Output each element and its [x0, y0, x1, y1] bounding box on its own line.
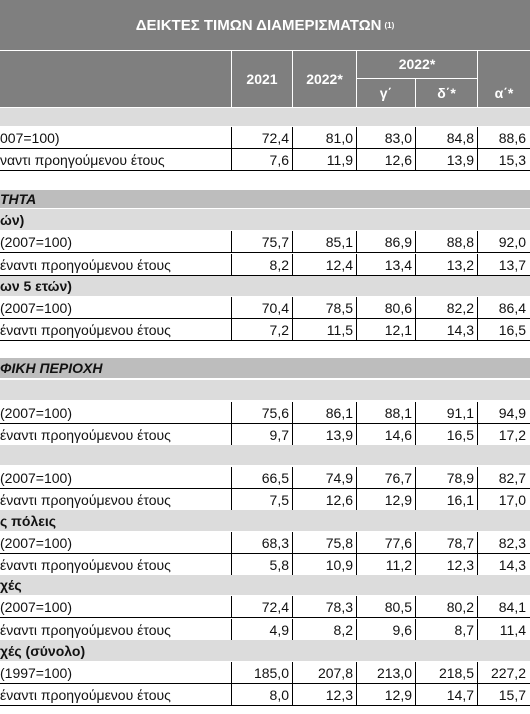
table-cell: 15,7: [498, 687, 526, 703]
header-divider: [292, 51, 293, 107]
column-divider: [356, 684, 357, 706]
table-cell: 16,5: [498, 322, 526, 338]
column-divider: [415, 684, 416, 706]
table-title: ΔΕΙΚΤΕΣ ΤΙΜΩΝ ΔΙΑΜΕΡΙΣΜΑΤΩΝ: [135, 16, 382, 34]
table-cell: 17,0: [498, 492, 526, 508]
table-row: [0, 619, 530, 641]
column-divider: [292, 127, 293, 149]
column-divider: [415, 467, 416, 489]
row-label: (2007=100): [0, 599, 73, 615]
table-cell: 14,7: [446, 687, 474, 703]
header-quarter-d: δ΄*: [437, 85, 456, 101]
table-cell: 12,6: [384, 152, 412, 168]
table-cell: 11,2: [385, 557, 412, 573]
column-divider: [415, 554, 416, 576]
table-cell: 207,8: [317, 665, 353, 681]
table-cell: 72,4: [261, 130, 289, 146]
column-divider: [415, 231, 416, 253]
table-cell: 84,1: [498, 599, 526, 615]
section-header: [0, 190, 530, 208]
table-cell: 8,2: [269, 257, 289, 273]
row-label: έναντι προηγούμενου έτους: [0, 557, 171, 573]
table-cell: 213,0: [376, 665, 412, 681]
table-cell: 94,9: [498, 405, 526, 421]
column-divider: [477, 467, 478, 489]
table-row: [0, 254, 530, 276]
column-divider: [292, 297, 293, 319]
table-cell: 8,2: [333, 622, 353, 638]
table-cell: 91,1: [446, 405, 474, 421]
table-cell: 84,8: [446, 130, 474, 146]
column-divider: [415, 662, 416, 684]
column-divider: [231, 532, 232, 554]
table-cell: 82,7: [498, 470, 526, 486]
section-title: χές (σύνολο): [0, 643, 86, 659]
table-cell: 4,9: [269, 622, 289, 638]
column-divider: [477, 231, 478, 253]
section-title: ς πόλεις: [0, 513, 57, 529]
header-divider: [356, 78, 477, 79]
table-cell: 88,6: [498, 130, 526, 146]
row-label: έναντι προηγούμενου έτους: [0, 492, 171, 508]
row-divider: [0, 705, 530, 706]
column-divider: [415, 319, 416, 341]
section-title: ΦΙΚΗ ΠΕΡΙΟΧΗ: [0, 360, 103, 376]
row-divider: [0, 170, 530, 171]
table-row: [0, 596, 530, 618]
column-divider: [477, 424, 478, 446]
table-cell: 11,9: [326, 152, 353, 168]
column-divider: [356, 231, 357, 253]
column-divider: [477, 619, 478, 641]
table-cell: 72,4: [261, 599, 289, 615]
column-divider: [477, 297, 478, 319]
table-cell: 10,9: [325, 557, 353, 573]
column-divider: [231, 402, 232, 424]
table-cell: 17,2: [498, 427, 526, 443]
header-2022-quarters: 2022*: [398, 56, 436, 72]
table-cell: 75,8: [325, 535, 353, 551]
table-cell: 8,0: [269, 687, 289, 703]
column-divider: [356, 619, 357, 641]
column-divider: [231, 596, 232, 618]
column-divider: [231, 319, 232, 341]
table-cell: 75,7: [261, 234, 289, 250]
header-2021: 2021: [246, 71, 278, 87]
table-cell: 12,6: [325, 492, 353, 508]
section-title: ών): [0, 212, 25, 228]
table-cell: 218,5: [438, 665, 474, 681]
table-cell: 16,1: [446, 492, 474, 508]
table-cell: 78,5: [325, 300, 353, 316]
table-cell: 78,3: [325, 599, 353, 615]
table-cell: 12,1: [384, 322, 412, 338]
table-cell: 15,3: [498, 152, 526, 168]
header-divider: [477, 51, 478, 107]
row-divider: [0, 340, 530, 341]
column-divider: [356, 489, 357, 511]
table-cell: 70,4: [261, 300, 289, 316]
column-divider: [231, 231, 232, 253]
column-divider: [477, 532, 478, 554]
table-cell: 9,6: [392, 622, 412, 638]
column-divider: [231, 554, 232, 576]
section-header: [0, 380, 530, 400]
column-divider: [477, 149, 478, 171]
table-cell: 80,6: [384, 300, 412, 316]
row-label: (2007=100): [0, 405, 73, 421]
section-header: [0, 640, 530, 661]
table-cell: 227,2: [490, 665, 526, 681]
table-row: [0, 532, 530, 554]
column-divider: [356, 467, 357, 489]
column-divider: [292, 231, 293, 253]
column-divider: [231, 684, 232, 706]
table-cell: 12,4: [325, 257, 353, 273]
table-row: [0, 319, 530, 341]
table-row: [0, 424, 530, 446]
row-label: (1997=100): [0, 665, 73, 681]
column-divider: [292, 619, 293, 641]
column-divider: [415, 297, 416, 319]
table-row: [0, 297, 530, 319]
column-divider: [356, 402, 357, 424]
column-divider: [231, 424, 232, 446]
column-divider: [477, 489, 478, 511]
column-divider: [231, 662, 232, 684]
column-divider: [415, 489, 416, 511]
row-label: έναντι προηγούμενου έτους: [0, 622, 171, 638]
section-header: [0, 358, 530, 378]
table-cell: 16,5: [446, 427, 474, 443]
table-cell: 76,7: [384, 470, 412, 486]
column-divider: [415, 127, 416, 149]
table-cell: 14,3: [498, 557, 526, 573]
table-cell: 11,5: [326, 322, 353, 338]
column-divider: [415, 149, 416, 171]
column-divider: [231, 467, 232, 489]
table-row: [0, 489, 530, 511]
table-cell: 88,8: [446, 234, 474, 250]
column-divider: [231, 489, 232, 511]
table-cell: 83,0: [384, 130, 412, 146]
column-divider: [477, 684, 478, 706]
section-header: [0, 108, 530, 126]
column-divider: [415, 254, 416, 276]
section-title: ΤΗΤΑ: [0, 191, 37, 207]
table-cell: 13,9: [325, 427, 353, 443]
header-2022: 2022*: [306, 71, 343, 87]
column-divider: [356, 424, 357, 446]
table-cell: 82,3: [498, 535, 526, 551]
row-label: έναντι προηγούμενου έτους: [0, 427, 171, 443]
table-cell: 12,3: [446, 557, 474, 573]
column-divider: [231, 297, 232, 319]
row-label: έναντι προηγούμενου έτους: [0, 687, 171, 703]
table-cell: 66,5: [261, 470, 289, 486]
column-divider: [356, 254, 357, 276]
row-label: (2007=100): [0, 300, 73, 316]
column-divider: [415, 619, 416, 641]
section-header: [0, 276, 530, 296]
table-cell: 9,7: [269, 427, 289, 443]
table-cell: 74,9: [325, 470, 353, 486]
title-footnote-marker: (1): [384, 20, 395, 30]
column-divider: [292, 489, 293, 511]
column-divider: [356, 596, 357, 618]
table-cell: 5,8: [269, 557, 289, 573]
table-cell: 85,1: [325, 234, 353, 250]
column-divider: [292, 684, 293, 706]
table-cell: 7,5: [269, 492, 289, 508]
table-row: [0, 231, 530, 253]
table-row: [0, 554, 530, 576]
column-divider: [356, 297, 357, 319]
table-cell: 92,0: [498, 234, 526, 250]
table-cell: 13,4: [384, 257, 412, 273]
table-cell: 14,6: [384, 427, 412, 443]
column-divider: [356, 319, 357, 341]
column-divider: [477, 554, 478, 576]
header-divider: [231, 51, 232, 107]
column-divider: [356, 127, 357, 149]
column-divider: [415, 596, 416, 618]
column-divider: [415, 424, 416, 446]
column-divider: [292, 402, 293, 424]
row-label: 007=100): [0, 130, 60, 146]
column-divider: [231, 619, 232, 641]
section-header: [0, 575, 530, 595]
column-divider: [477, 127, 478, 149]
row-label: έναντι προηγούμενου έτους: [0, 322, 171, 338]
header-divider: [356, 51, 357, 107]
row-label: (2007=100): [0, 470, 73, 486]
section-header: [0, 445, 530, 465]
table-row: [0, 684, 530, 706]
column-divider: [231, 149, 232, 171]
table-row: [0, 662, 530, 684]
table-row: [0, 467, 530, 489]
header-quarter-a: α΄*: [494, 85, 514, 101]
table-cell: 7,6: [269, 152, 289, 168]
table-cell: 82,2: [446, 300, 474, 316]
header-divider: [415, 78, 416, 107]
column-divider: [231, 254, 232, 276]
column-divider: [356, 532, 357, 554]
column-divider: [292, 596, 293, 618]
row-label: έναντι προηγούμενου έτους: [0, 257, 171, 273]
column-divider: [477, 596, 478, 618]
table-cell: 68,3: [261, 535, 289, 551]
column-divider: [292, 554, 293, 576]
row-label: (2007=100): [0, 234, 73, 250]
column-divider: [292, 254, 293, 276]
table-cell: 11,4: [499, 622, 526, 638]
column-divider: [356, 662, 357, 684]
column-divider: [415, 402, 416, 424]
table-cell: 86,1: [325, 405, 353, 421]
table-cell: 86,9: [384, 234, 412, 250]
column-divider: [477, 319, 478, 341]
column-divider: [477, 662, 478, 684]
table-row: [0, 402, 530, 424]
table-cell: 78,7: [446, 535, 474, 551]
table-row: [0, 149, 530, 171]
column-divider: [292, 149, 293, 171]
table-title-bar: [0, 0, 530, 50]
table-cell: 13,9: [446, 152, 474, 168]
table-cell: 78,9: [446, 470, 474, 486]
table-cell: 88,1: [384, 405, 412, 421]
table-row: [0, 127, 530, 149]
column-divider: [356, 149, 357, 171]
table-cell: 13,2: [446, 257, 474, 273]
table-cell: 8,7: [454, 622, 474, 638]
table-cell: 80,5: [384, 599, 412, 615]
column-divider: [477, 402, 478, 424]
table-cell: 13,7: [498, 257, 526, 273]
section-title: χές: [0, 577, 22, 593]
table-cell: 77,6: [384, 535, 412, 551]
section-title: ων 5 ετών): [0, 278, 72, 294]
column-divider: [292, 467, 293, 489]
row-label: ναντι προηγούμενου έτους: [0, 152, 165, 168]
row-label: (2007=100): [0, 535, 73, 551]
column-divider: [356, 554, 357, 576]
header-quarter-g: γ΄: [379, 85, 393, 101]
section-header: [0, 209, 530, 230]
column-divider: [292, 424, 293, 446]
table-cell: 12,3: [325, 687, 353, 703]
table-header: [0, 51, 530, 107]
table-cell: 12,9: [384, 687, 412, 703]
section-header: [0, 510, 530, 531]
column-divider: [292, 319, 293, 341]
table-cell: 81,0: [325, 130, 353, 146]
column-divider: [292, 662, 293, 684]
table-cell: 80,2: [446, 599, 474, 615]
table-cell: 86,4: [498, 300, 526, 316]
column-divider: [415, 532, 416, 554]
row-divider: [0, 252, 530, 253]
column-divider: [292, 532, 293, 554]
column-divider: [231, 127, 232, 149]
table-cell: 7,2: [269, 322, 289, 338]
table-cell: 14,3: [446, 322, 474, 338]
table-cell: 75,6: [261, 405, 289, 421]
column-divider: [477, 254, 478, 276]
table-cell: 12,9: [384, 492, 412, 508]
table-cell: 185,0: [253, 665, 289, 681]
row-divider: [0, 617, 530, 618]
